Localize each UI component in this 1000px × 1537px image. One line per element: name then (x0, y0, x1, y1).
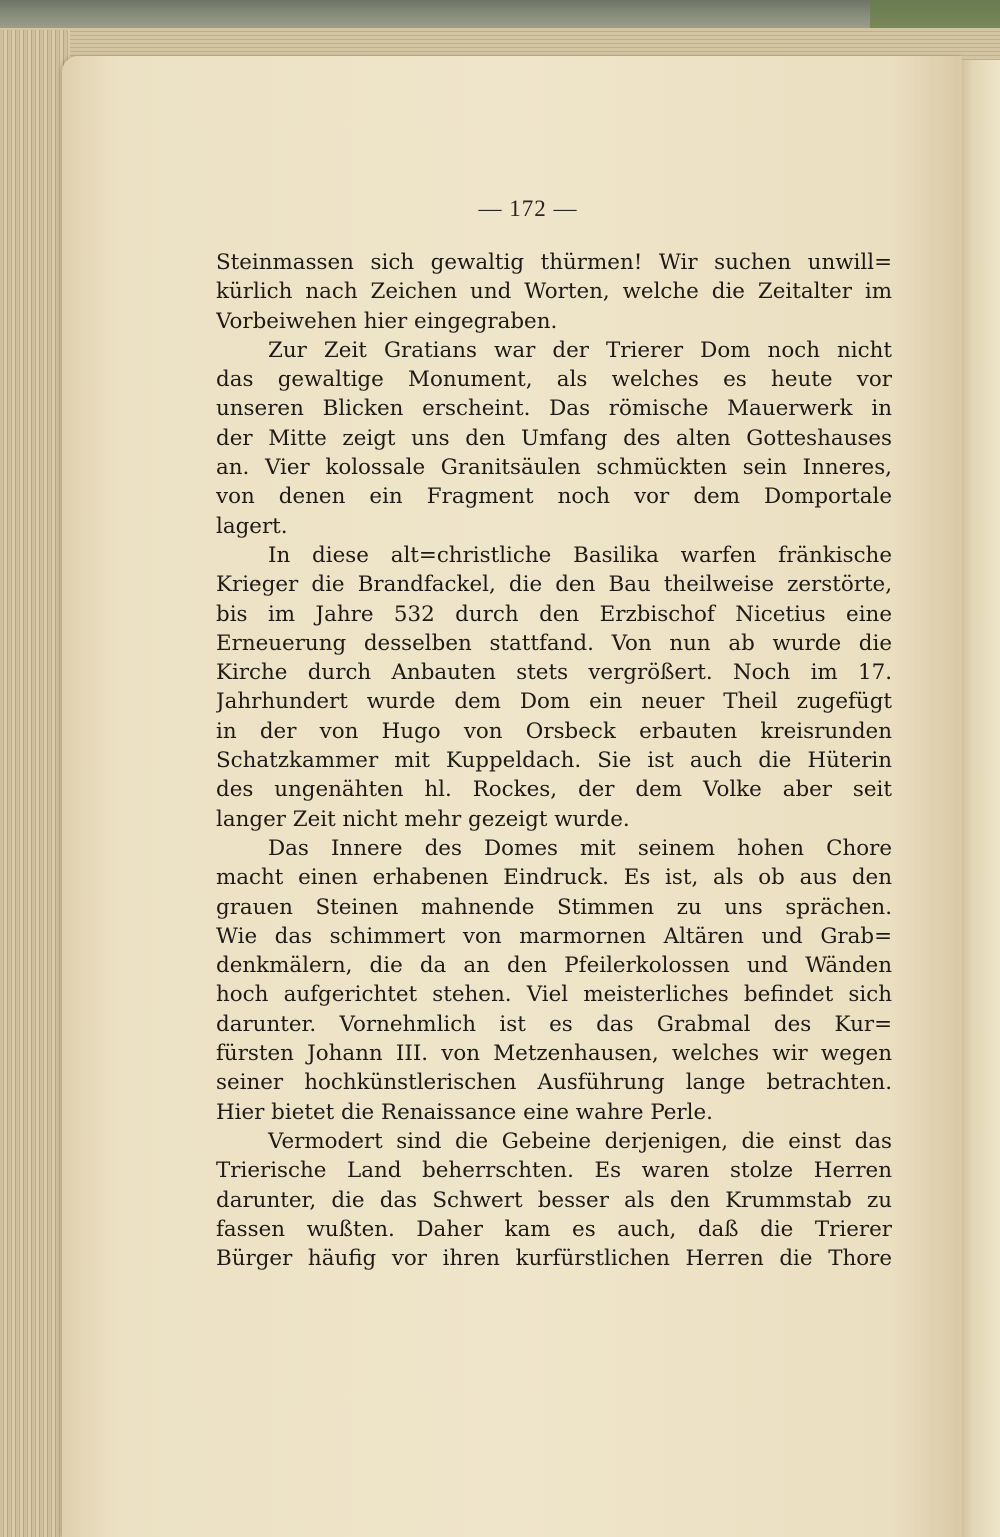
text-line: Kirche durch Anbauten stets vergrößert. Noch im 17. (216, 660, 892, 686)
text-line: in der von Hugo von Orsbeck erbauten kreisrunden (216, 718, 892, 744)
text-line: fürsten Johann III. von Metzenhausen, welches wir wegen (216, 1041, 892, 1067)
text-line: Bürger häufig vor ihren kurfürstlichen Herren die Thore (216, 1246, 892, 1272)
body-text (216, 248, 892, 1273)
page-edges-left (0, 30, 70, 1537)
text-line: darunter. Vornehmlich ist es das Grabmal des Kur= (216, 1011, 892, 1037)
text-line: bis im Jahre 532 durch den Erzbischof Nicetius eine (216, 601, 892, 627)
text-line: Das Innere des Domes mit seinem hohen Chore (268, 835, 892, 861)
text-line: Vorbeiwehen hier eingegraben. (216, 308, 558, 334)
text-line: das gewaltige Monument, als welches es heute vor (216, 367, 892, 393)
text-line: Zur Zeit Gratians war der Trierer Dom noch nicht (268, 337, 892, 363)
text-line: denkmälern, die da an den Pfeilerkolossen und Wänden (216, 953, 892, 979)
text-line: lagert. (216, 513, 288, 539)
text-line: Schatzkammer mit Kuppeldach. Sie ist auch die Hüterin (216, 748, 892, 774)
text-line: Jahrhundert wurde dem Dom ein neuer Theil zugefügt (216, 689, 892, 715)
text-line: seiner hochkünstlerischen Ausführung lange betrachten. (216, 1070, 892, 1096)
text-line: an. Vier kolossale Granitsäulen schmückten sein Inneres, (216, 455, 892, 481)
text-line: grauen Steinen mahnende Stimmen zu uns sprächen. (216, 894, 892, 920)
text-line: Hier bietet die Renaissance eine wahre Perle. (216, 1099, 713, 1125)
text-line: fassen wußten. Daher kam es auch, daß die Trierer (216, 1216, 892, 1242)
text-line: Vermodert sind die Gebeine derjenigen, die einst das (268, 1128, 892, 1154)
text-line: Trierische Land beherrschten. Es waren stolze Herren (216, 1158, 892, 1184)
text-line: In diese alt=christliche Basilika warfen fränkische (268, 542, 892, 568)
text-line: des ungenähten hl. Rockes, der dem Volke aber seit (216, 777, 892, 803)
text-line: Krieger die Brandfackel, die den Bau theilweise zerstörte, (216, 572, 892, 598)
text-line: kürlich nach Zeichen und Worten, welche die Zeitalter im (216, 279, 892, 305)
text-line: hoch aufgerichtet stehen. Viel meisterliches befindet sich (216, 982, 892, 1008)
text-line: unseren Blicken erscheint. Das römische Mauerwerk in (216, 396, 892, 422)
text-line: von denen ein Fragment noch vor dem Domportale (216, 484, 892, 510)
text-line: Wie das schimmert von marmornen Altären und Grab= (216, 923, 892, 949)
text-line: langer Zeit nicht mehr gezeigt wurde. (216, 806, 630, 832)
page-number: — 172 — (478, 196, 578, 221)
text-line: macht einen erhabenen Eindruck. Es ist, als ob aus den (216, 865, 892, 891)
text-line: darunter, die das Schwert besser als den Krummstab zu (216, 1187, 892, 1213)
text-line: Steinmassen sich gewaltig thürmen! Wir suchen unwill= (216, 250, 892, 275)
text-line: Erneuerung desselben stattfand. Von nun ab wurde die (216, 630, 892, 656)
text-line: der Mitte zeigt uns den Umfang des alten Gotteshauses (216, 425, 892, 451)
